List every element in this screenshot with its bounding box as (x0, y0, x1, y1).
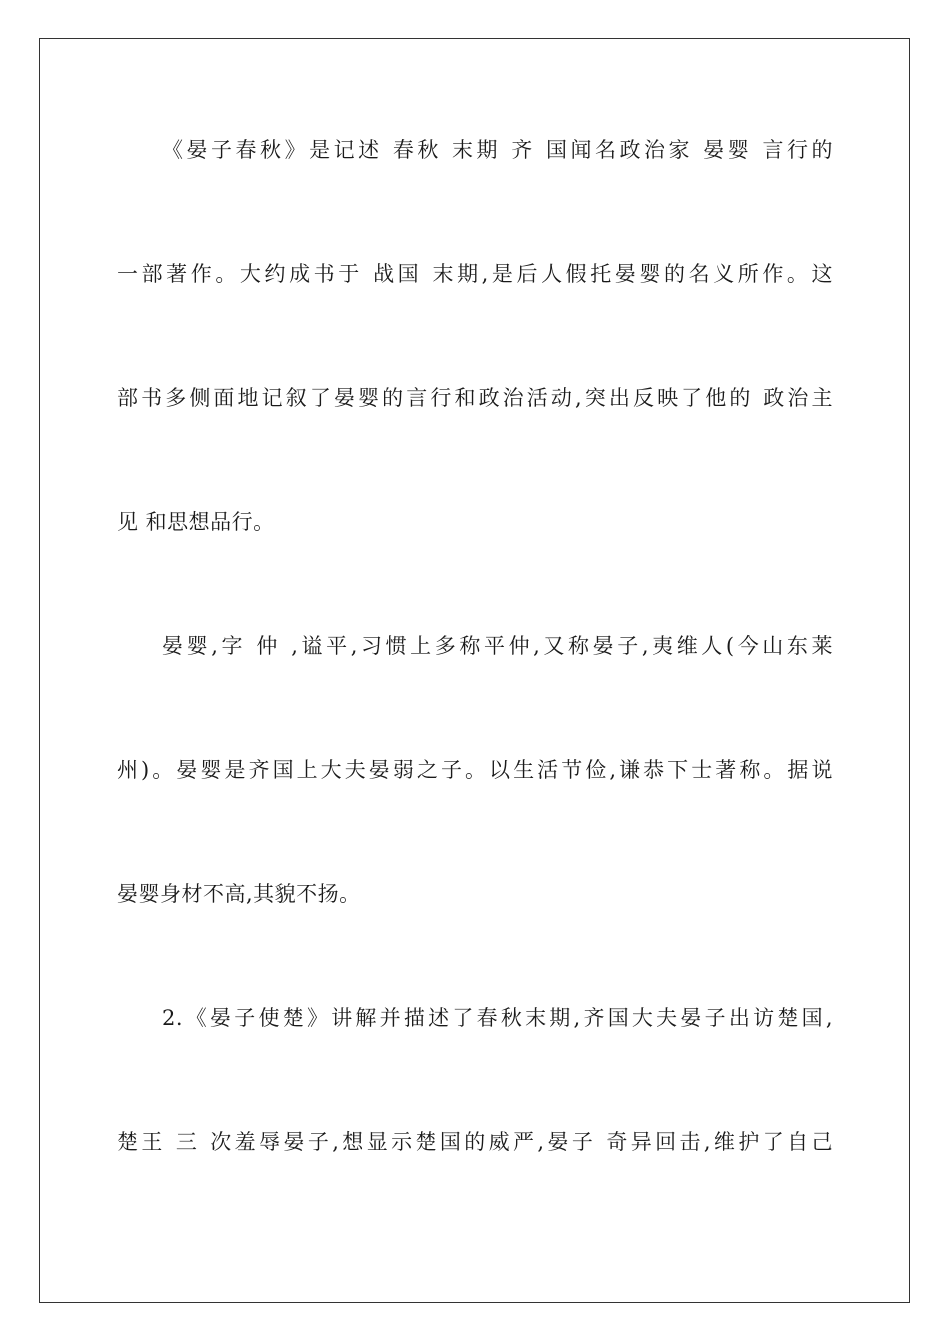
paragraph-2-line-2: 州)。晏婴是齐国上大夫晏弱之子。以生活节俭,谦恭下士著称。据说 (117, 758, 833, 782)
page-border (39, 38, 910, 1303)
paragraph-3-line-1: 2.《晏子使楚》讲解并描述了春秋末期,齐国大夫晏子出访楚国, (162, 1006, 833, 1030)
paragraph-2-line-1: 晏婴,字 仲 ,谥平,习惯上多称平仲,又称晏子,夷维人(今山东莱 (162, 634, 833, 658)
paragraph-1-line-4: 见 和思想品行。 (117, 510, 275, 534)
paragraph-1-line-3: 部书多侧面地记叙了晏婴的言行和政治活动,突出反映了他的 政治主 (117, 386, 833, 410)
paragraph-2-line-3: 晏婴身材不高,其貌不扬。 (117, 882, 361, 906)
paragraph-3-line-2: 楚王 三 次羞辱晏子,想显示楚国的威严,晏子 奇异回击,维护了自己 (117, 1130, 833, 1154)
paragraph-1-line-2: 一部著作。大约成书于 战国 末期,是后人假托晏婴的名义所作。这 (117, 262, 833, 286)
paragraph-1-line-1: 《晏子春秋》是记述 春秋 末期 齐 国闻名政治家 晏婴 言行的 (162, 138, 833, 162)
